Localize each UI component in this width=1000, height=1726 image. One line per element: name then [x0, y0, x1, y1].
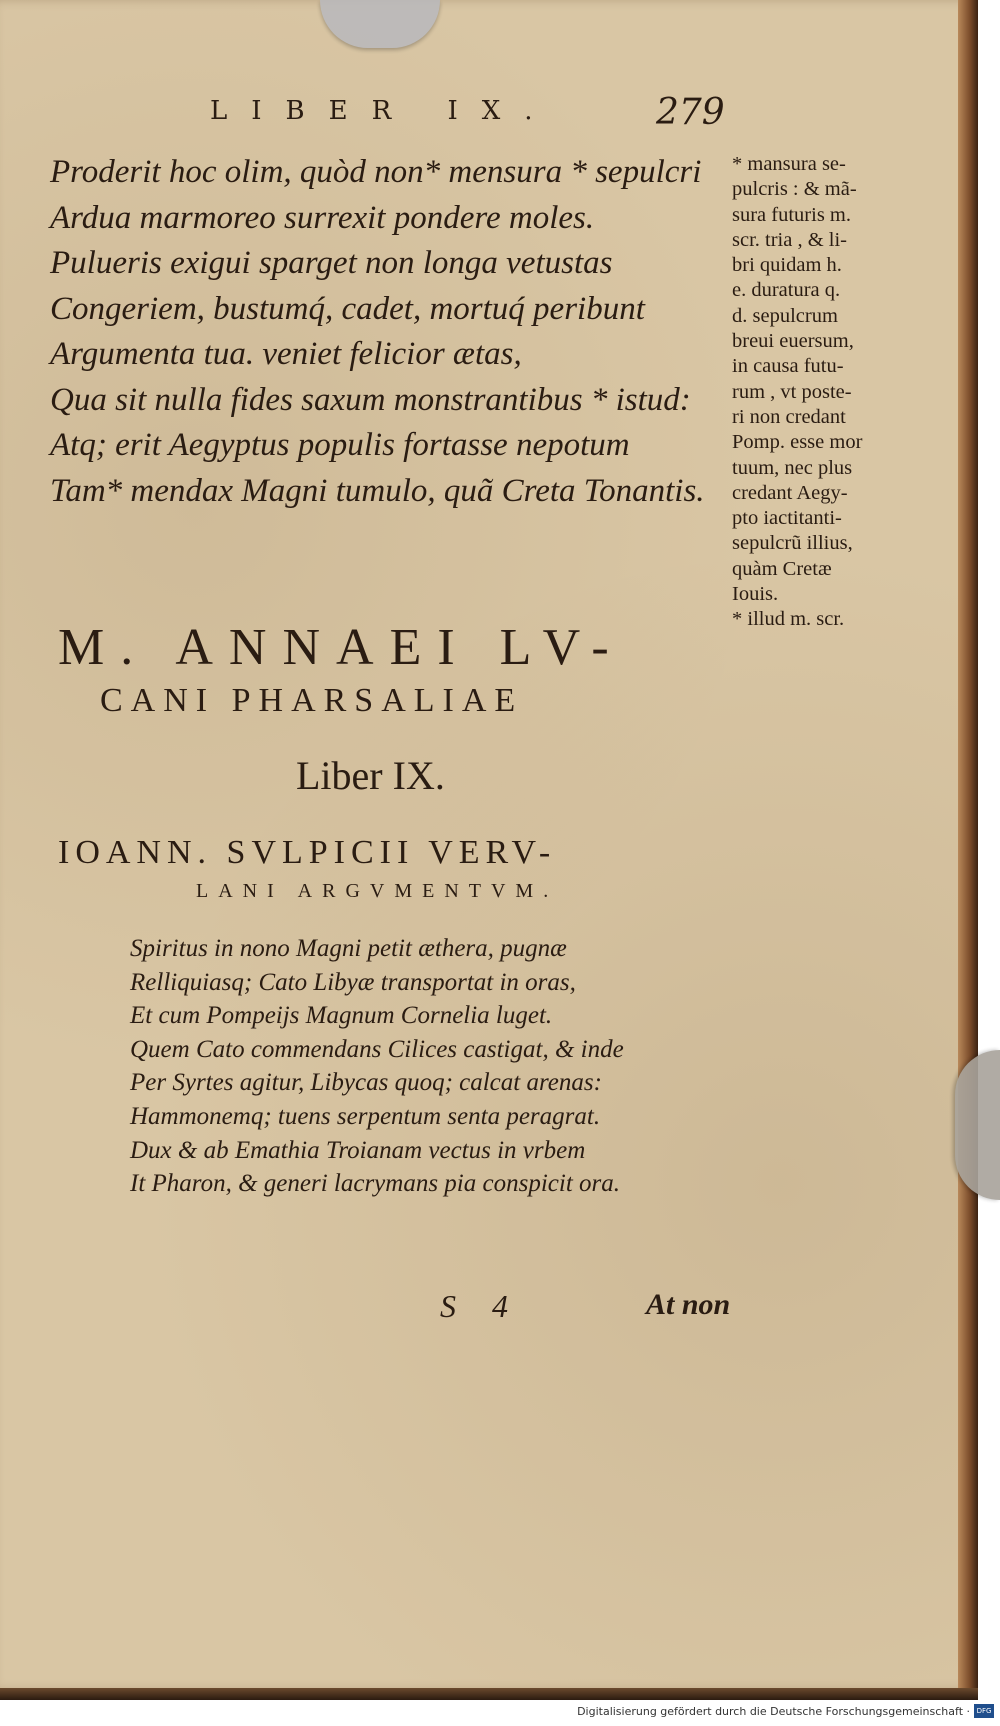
marginal-line: tuum, nec plus	[732, 456, 853, 479]
verse-line: Congeriem, bustumq́, cadet, mortuq́ peribunt	[50, 290, 645, 327]
marginal-line: pulcris : & mã-	[732, 178, 857, 201]
marginal-line: sura futuris m.	[732, 203, 851, 226]
argument-heading-line1: IOANN. SVLPICII VERV-	[58, 834, 557, 871]
marginal-line: bri quidam h.	[732, 254, 842, 277]
signature-mark: S 4	[440, 1288, 522, 1324]
running-head: LIBER IX.	[210, 96, 557, 126]
argument-line: Per Syrtes agitur, Libycas quoq; calcat arenas:	[130, 1069, 602, 1097]
argument-line: Quem Cato commendans Cilices castigat, & inde	[130, 1035, 624, 1063]
argument-block	[130, 932, 730, 1201]
verse-line: Qua sit nulla fides saxum monstrantibus * istud:	[50, 381, 691, 418]
book-title-line3: Liber IX.	[296, 753, 445, 798]
marginal-line: in causa futu-	[732, 355, 844, 378]
bottom-edge	[0, 1688, 978, 1700]
marginal-note	[732, 152, 924, 633]
argument-line: Et cum Pompeijs Magnum Cornelia luget.	[130, 1002, 553, 1030]
marginal-line: d. sepulcrum	[732, 304, 838, 327]
verse-line: Pulueris exigui sparget non longa vetustas	[50, 245, 613, 281]
argument-line: Hammonemq; tuens serpentum senta peragrat.	[130, 1102, 601, 1130]
marginal-line: credant Aegy-	[732, 481, 848, 504]
argument-line: Spiritus in nono Magni petit æthera, pugnæ	[130, 935, 567, 962]
verse-line: Atq; erit Aegyptus populis fortasse nepotum	[50, 427, 630, 463]
marginal-line: ri non credant	[732, 405, 846, 428]
marginal-line: * illud m. scr.	[732, 608, 845, 631]
argument-line: Dux & ab Emathia Troianam vectus in vrbem	[130, 1136, 586, 1164]
catchword: At non	[646, 1288, 731, 1321]
page-edge	[958, 0, 978, 1690]
verse-block	[50, 150, 730, 514]
marginal-line: e. duratura q.	[732, 279, 841, 302]
book-title-line2: CANI PHARSALIAE	[100, 682, 524, 719]
marginal-line: quàm Cretæ	[732, 557, 832, 580]
marginal-line: rum , vt poste-	[732, 380, 852, 403]
verse-line: Proderit hoc olim, quòd non* mensura * sepulcri	[50, 154, 702, 190]
marginal-line: Pomp. esse mor	[732, 431, 863, 454]
argument-line: Relliquiasq; Cato Libyæ transportat in oras,	[130, 968, 576, 996]
marginal-line: scr. tria , & li-	[732, 228, 848, 251]
verse-line: Ardua marmoreo surrexit pondere moles.	[50, 199, 595, 236]
marginal-line: Iouis.	[732, 583, 779, 606]
marginal-line: * mansura se-	[732, 153, 846, 175]
marginal-line: breui euersum,	[732, 330, 854, 353]
dfg-logo-icon: DFG	[974, 1704, 994, 1718]
book-title-line1: M. ANNAEI LV-	[58, 619, 625, 676]
marginal-line: sepulcrũ illius,	[732, 532, 853, 555]
argument-heading-line2: LANI ARGVMENTVM.	[196, 880, 559, 902]
verse-line: Argumenta tua. veniet felicior ætas,	[50, 336, 522, 372]
footer-credit: Digitalisierung gefördert durch die Deutsche Forschungsgemeinschaft ·	[577, 1705, 970, 1718]
marginal-line: pto iactitanti-	[732, 507, 842, 530]
page-number: 279	[656, 92, 725, 133]
page-clip-right	[955, 1050, 1000, 1200]
argument-line: It Pharon, & generi lacrymans pia conspicit ora.	[130, 1170, 620, 1198]
verse-line: Tam* mendax Magni tumulo, quã Creta Tonantis.	[50, 472, 705, 509]
